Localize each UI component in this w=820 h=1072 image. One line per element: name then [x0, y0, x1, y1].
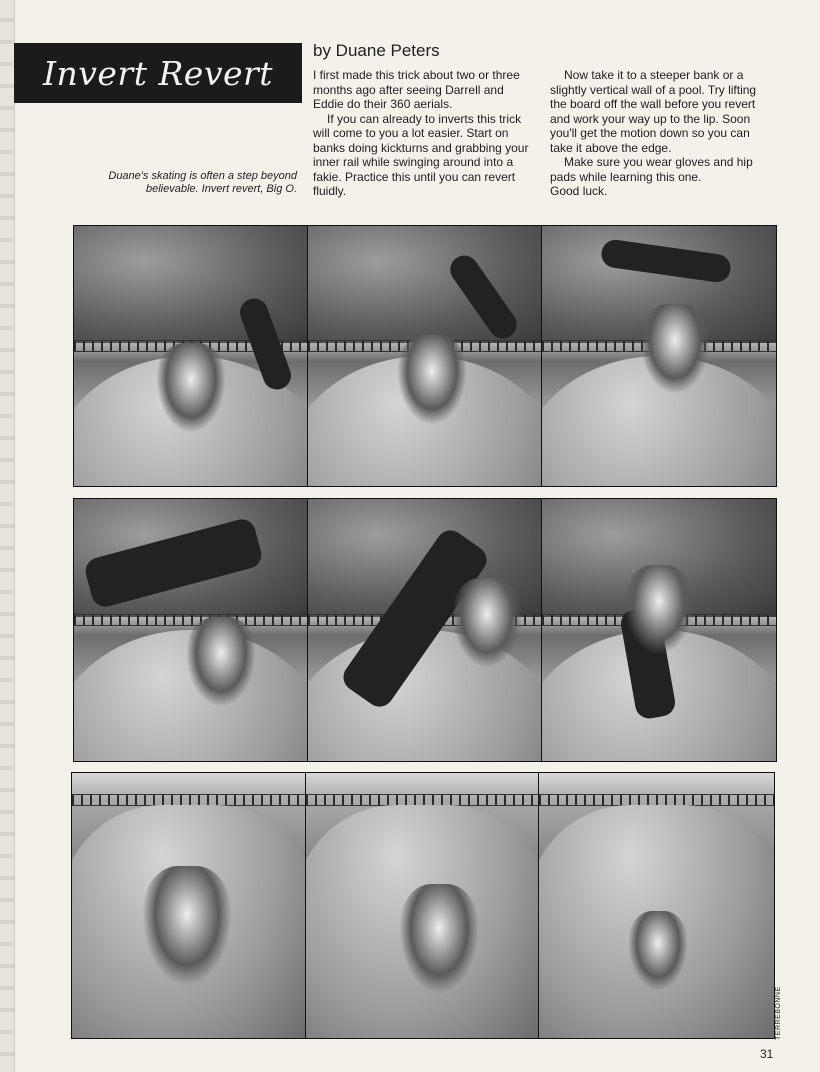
sequence-photo-1: [73, 225, 308, 487]
paragraph: I first made this trick about two or three months ago after seeing Darrell and Eddie do their 360 aerials.: [313, 68, 520, 111]
sequence-photo-6: [541, 498, 777, 762]
paragraph: Make sure you wear gloves and hip pads while learning this one.: [550, 155, 753, 184]
text-column-2: [550, 68, 770, 199]
sequence-photo-7: [71, 772, 306, 1039]
photo-caption: Duane's skating is often a step beyond believable. Invert revert, Big O.: [108, 170, 297, 195]
page-binding: [0, 0, 15, 1072]
byline: by Duane Peters: [313, 41, 440, 60]
sequence-photo-3: [541, 225, 777, 487]
page-number: 31: [760, 1047, 774, 1061]
sequence-photo-9: [538, 772, 775, 1039]
article-title: Invert Revert: [42, 53, 274, 93]
paragraph: Good luck.: [550, 184, 608, 198]
sequence-photo-2: [307, 225, 542, 487]
sequence-photo-4: [73, 498, 308, 762]
sequence-photo-5: [307, 498, 542, 762]
paragraph: If you can already to inverts this trick will come to you a lot easier. Start on banks doing kickturns and grabbing your inner rail while swinging around into a fakie. Practice this until you can revert fluidly.: [313, 111, 529, 198]
photo-credit: TERREBONNE: [775, 986, 782, 1040]
paragraph: Now take it to a steeper bank or a slightly vertical wall of a pool. Try lifting the board off the wall before you revert and work your way up to the lip. Soon you'll get the motion down so you can take it above the edge.: [550, 68, 757, 155]
text-column-1: [313, 68, 533, 199]
title-banner: [14, 43, 302, 103]
sequence-photo-8: [305, 772, 539, 1039]
